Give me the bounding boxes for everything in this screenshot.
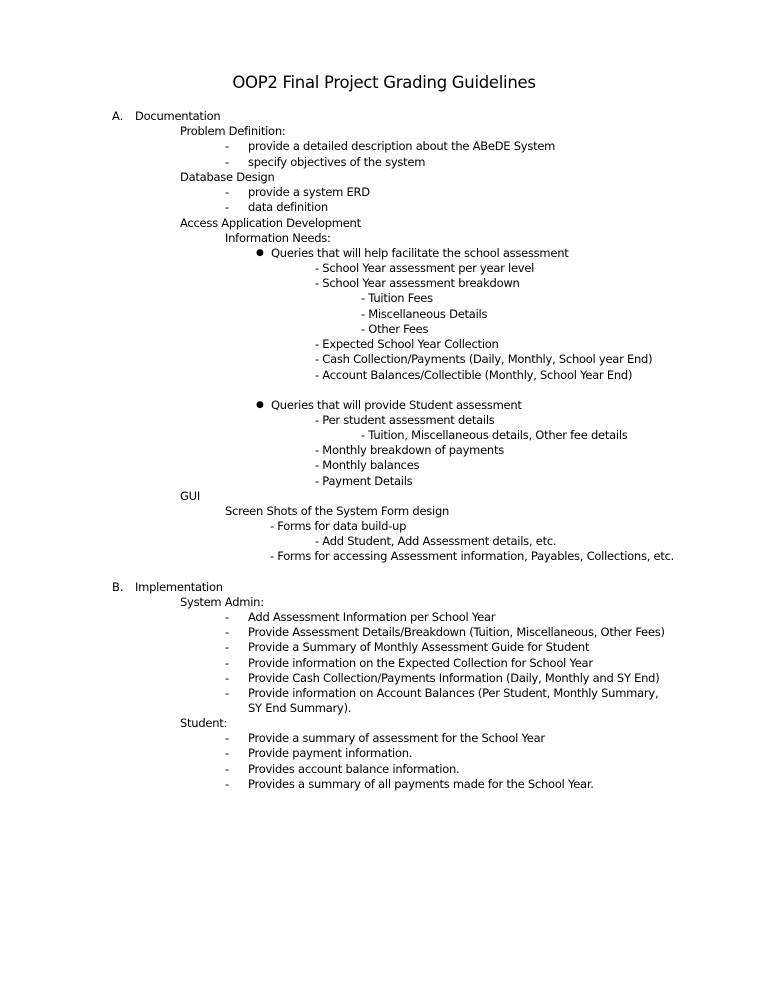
list-item: Provides a summary of all payments made for the School Year. bbox=[248, 777, 594, 791]
sub-sub-item: - Miscellaneous Details bbox=[361, 307, 488, 321]
dash-marker: - bbox=[225, 155, 230, 169]
sub-sub-item: - Add Student, Add Assessment details, etc. bbox=[315, 534, 557, 548]
sub-item: - School Year assessment breakdown bbox=[315, 276, 520, 290]
section-b-heading: Implementation bbox=[135, 580, 223, 594]
database-design-heading: Database Design bbox=[180, 170, 275, 184]
list-item: Provide Cash Collection/Payments Information (Daily, Monthly and SY End) bbox=[248, 671, 660, 685]
list-item: Provide Assessment Details/Breakdown (Tuition, Miscellaneous, Other Fees) bbox=[248, 625, 665, 639]
list-item: Provide a summary of assessment for the School Year bbox=[248, 731, 545, 745]
dash-marker: - bbox=[225, 625, 230, 639]
access-app-heading: Access Application Development bbox=[180, 216, 361, 230]
list-item: Provides account balance information. bbox=[248, 762, 460, 776]
dash-marker: - bbox=[225, 185, 230, 199]
gui-screens: Screen Shots of the System Form design bbox=[225, 504, 450, 518]
dash-marker: - bbox=[225, 762, 230, 776]
dash-marker: - bbox=[225, 686, 230, 700]
sub-sub-item: - Other Fees bbox=[361, 322, 429, 336]
section-b-marker: B. bbox=[112, 580, 124, 594]
problem-definition-heading: Problem Definition: bbox=[180, 124, 286, 138]
sub-item: - Monthly breakdown of payments bbox=[315, 443, 504, 457]
list-item: Provide information on Account Balances (Per Student, Monthly Summary, bbox=[248, 686, 659, 700]
sub-item: - Monthly balances bbox=[315, 458, 420, 472]
sub-item: - School Year assessment per year level bbox=[315, 261, 535, 275]
list-item: provide a detailed description about the ABeDE System bbox=[248, 139, 556, 153]
sub-item: - Cash Collection/Payments (Daily, Monthly, School year End) bbox=[315, 352, 653, 366]
dash-marker: - bbox=[225, 640, 230, 654]
dash-marker: - bbox=[225, 731, 230, 745]
sub-sub-item: - Tuition Fees bbox=[361, 291, 433, 305]
list-item: Provide a Summary of Monthly Assessment Guide for Student bbox=[248, 640, 590, 654]
sub-item: - Expected School Year Collection bbox=[315, 337, 499, 351]
list-item: specify objectives of the system bbox=[248, 155, 426, 169]
section-a-heading: Documentation bbox=[135, 109, 221, 123]
dash-marker: - bbox=[225, 777, 230, 791]
system-admin-heading: System Admin: bbox=[180, 595, 264, 609]
dash-marker: - bbox=[225, 139, 230, 153]
bullet-marker: ● bbox=[256, 400, 264, 410]
list-item: Add Assessment Information per School Year bbox=[248, 610, 496, 624]
list-item-continuation: SY End Summary). bbox=[248, 701, 352, 715]
sub-item: - Account Balances/Collectible (Monthly, School Year End) bbox=[315, 368, 633, 382]
sub-item: - Forms for data build-up bbox=[270, 519, 407, 533]
sub-item: - Payment Details bbox=[315, 474, 413, 488]
dash-marker: - bbox=[225, 671, 230, 685]
dash-marker: - bbox=[225, 746, 230, 760]
list-item: provide a system ERD bbox=[248, 185, 370, 199]
sub-item: - Per student assessment details bbox=[315, 413, 495, 427]
bullet-item: Queries that will help facilitate the school assessment bbox=[271, 246, 569, 260]
list-item: data definition bbox=[248, 200, 328, 214]
sub-sub-item: - Tuition, Miscellaneous details, Other fee details bbox=[361, 428, 628, 442]
gui-heading: GUI bbox=[180, 489, 200, 503]
dash-marker: - bbox=[225, 656, 230, 670]
list-item: Provide information on the Expected Collection for School Year bbox=[248, 656, 593, 670]
information-needs-heading: Information Needs: bbox=[225, 231, 331, 245]
dash-marker: - bbox=[225, 200, 230, 214]
bullet-item: Queries that will provide Student assessment bbox=[271, 398, 522, 412]
sub-item: - Forms for accessing Assessment information, Payables, Collections, etc. bbox=[270, 549, 675, 563]
dash-marker: - bbox=[225, 610, 230, 624]
section-a-marker: A. bbox=[112, 109, 124, 123]
bullet-marker: ● bbox=[256, 248, 264, 258]
list-item: Provide payment information. bbox=[248, 746, 413, 760]
student-heading: Student: bbox=[180, 716, 228, 730]
page-title: OOP2 Final Project Grading Guidelines bbox=[232, 73, 536, 92]
